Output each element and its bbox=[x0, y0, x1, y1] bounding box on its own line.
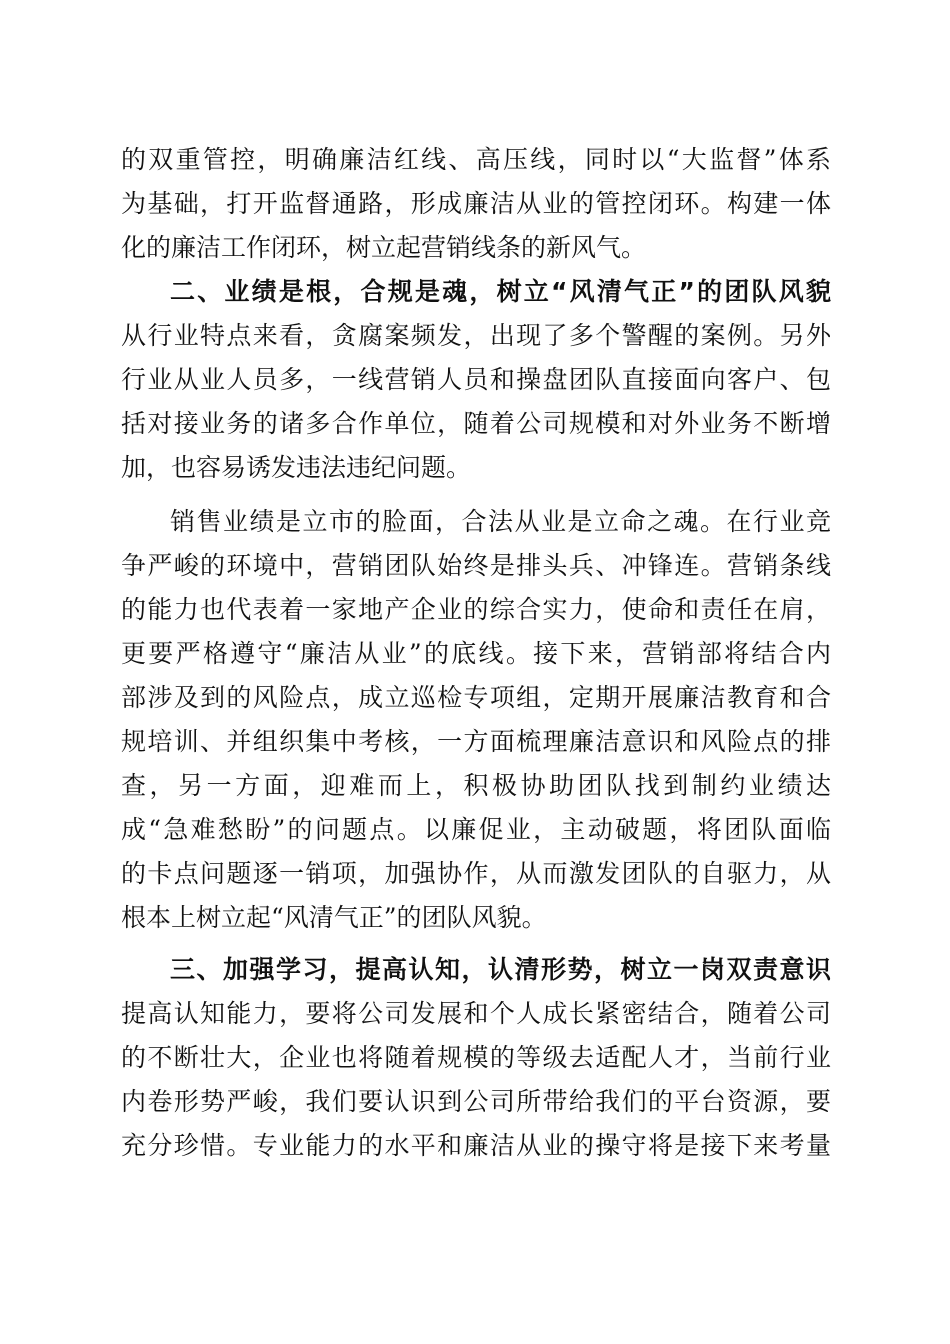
paragraph-line: 化的廉洁工作闭环，树立起营销线条的新风气。 bbox=[121, 233, 647, 262]
paragraph-line: 销售业绩是立市的脸面，合法从业是立命之魂。在行业竞 bbox=[170, 507, 831, 536]
paragraph-line: 的双重管控，明确廉洁红线、高压线，同时以“大监督”体系 bbox=[121, 145, 831, 174]
paragraph-line: 括对接业务的诸多合作单位，随着公司规模和对外业务不断增 bbox=[121, 409, 831, 438]
paragraph-line: 充分珍惜。专业能力的水平和廉洁从业的操守将是接下来考量 bbox=[121, 1131, 831, 1160]
paragraph-line: 为基础，打开监督通路，形成廉洁从业的管控闭环。构建一体 bbox=[121, 189, 831, 218]
paragraph-line: 部涉及到的风险点，成立巡检专项组，定期开展廉洁教育和合 bbox=[121, 683, 831, 712]
paragraph-line: 内卷形势严峻，我们要认识到公司所带给我们的平台资源，要 bbox=[121, 1087, 831, 1116]
paragraph-line: 的能力也代表着一家地产企业的综合实力，使命和责任在肩， bbox=[121, 595, 831, 624]
paragraph-line: 更要严格遵守“廉洁从业”的底线。接下来，营销部将结合内 bbox=[121, 639, 831, 668]
paragraph-line: 规培训、并组织集中考核，一方面梳理廉洁意识和风险点的排 bbox=[121, 727, 831, 756]
section-heading: 二、业绩是根，合规是魂，树立“风清气正”的团队风貌 bbox=[170, 277, 831, 306]
paragraph-line: 根本上树立起“风清气正”的团队风貌。 bbox=[121, 903, 547, 932]
paragraph-line: 查，另一方面，迎难而上，积极协助团队找到制约业绩达 bbox=[121, 771, 831, 800]
paragraph-line: 的卡点问题逐一销项，加强协作，从而激发团队的自驱力，从 bbox=[121, 859, 831, 888]
paragraph-line: 成“急难愁盼”的问题点。以廉促业，主动破题，将团队面临 bbox=[121, 815, 831, 844]
section-heading: 三、加强学习，提高认知，认清形势，树立一岗双责意识 bbox=[170, 955, 831, 984]
paragraph-line: 争严峻的环境中，营销团队始终是排头兵、冲锋连。营销条线 bbox=[121, 551, 831, 580]
paragraph-line: 加，也容易诱发违法违纪问题。 bbox=[121, 453, 472, 482]
paragraph-line: 提高认知能力，要将公司发展和个人成长紧密结合，随着公司 bbox=[121, 999, 831, 1028]
paragraph-line: 从行业特点来看，贪腐案频发，出现了多个警醒的案例。另外 bbox=[121, 321, 831, 350]
paragraph-line: 行业从业人员多，一线营销人员和操盘团队直接面向客户、包 bbox=[121, 365, 831, 394]
paragraph-line: 的不断壮大，企业也将随着规模的等级去适配人才，当前行业 bbox=[121, 1043, 831, 1072]
